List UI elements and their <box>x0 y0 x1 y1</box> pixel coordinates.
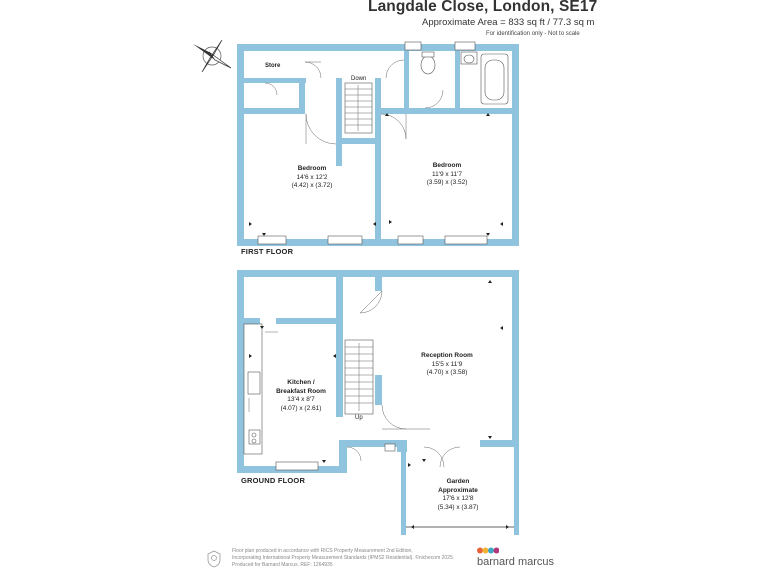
disclaimer-text: For identification only - Not to scale <box>486 31 580 37</box>
room-imperial: 15'5 x 11'9 <box>431 360 463 368</box>
brand-logo-text: barnard marcus <box>477 556 555 568</box>
down-label: Down <box>351 76 367 82</box>
kitchen-breakfast-room <box>268 379 334 413</box>
store-label: Store <box>265 63 281 69</box>
room-name: Reception Room <box>421 352 473 359</box>
first-floor-plan <box>237 44 519 246</box>
room-imperial: 17'6 x 12'8 <box>442 495 474 502</box>
footer-line-3: Produced for Barnard Marcus. REF: 1264935 <box>232 562 333 568</box>
room-name-line1: Garden <box>446 478 470 485</box>
page-title: Langdale Close, London, SE17 <box>368 0 598 15</box>
footer-line-2: Incorporating International Property Measurement Standards (IPMS2 Residential). ©nichecom 2025. <box>232 555 455 561</box>
room-imperial: 13'4 x 8'7 <box>287 396 315 403</box>
footer-line-1: Floor plan produced in accordance with RICS Property Measurement 2nd Edition, <box>232 548 413 554</box>
room-name: Bedroom <box>432 162 462 169</box>
room-metric: (4.07) x (2.61) <box>280 404 322 412</box>
room-imperial: 11'9 x 11'7 <box>431 170 463 178</box>
room-name-line2: Approximate <box>438 486 478 494</box>
room-metric: (4.70) x (3.58) <box>426 369 468 376</box>
room-metric: (4.42) x (3.72) <box>291 182 333 189</box>
room-metric: (5.34) x (3.87) <box>437 503 479 511</box>
room-name-line2: Breakfast Room <box>276 387 326 395</box>
ipms-badge-icon <box>207 550 221 568</box>
room-name-line1: Kitchen / <box>287 379 315 386</box>
up-label: Up <box>355 415 363 421</box>
room-imperial: 14'6 x 12'2 <box>296 173 328 181</box>
room-name: Bedroom <box>297 165 327 172</box>
compass-icon <box>193 40 231 72</box>
ground-floor-label: GROUND FLOOR <box>241 476 306 485</box>
reception-room <box>417 352 477 378</box>
bedroom-right <box>422 162 472 188</box>
first-floor-label: FIRST FLOOR <box>241 247 294 256</box>
room-metric: (3.59) x (3.52) <box>426 179 468 186</box>
approximate-area: Approximate Area = 833 sq ft / 77.3 sq m <box>422 17 595 28</box>
bedroom-left <box>287 165 337 191</box>
brand-dots-icon <box>477 547 499 554</box>
garden <box>433 478 483 512</box>
